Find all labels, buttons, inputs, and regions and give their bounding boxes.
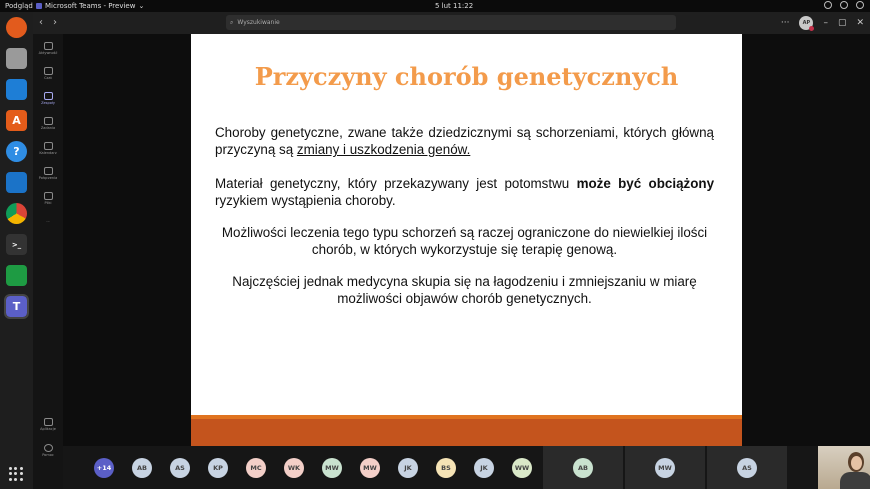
vscode-icon[interactable] xyxy=(6,172,27,193)
activities-button[interactable]: Podgląd xyxy=(5,2,33,10)
app-menu-title: Microsoft Teams - Preview xyxy=(45,2,136,10)
rail-calls[interactable] xyxy=(33,167,63,180)
avatar: MW xyxy=(655,458,675,478)
help-icon[interactable]: ? xyxy=(6,141,27,162)
show-apps-icon[interactable] xyxy=(9,467,23,481)
rail-teams[interactable] xyxy=(33,92,63,105)
rail-more[interactable] xyxy=(33,220,63,224)
shared-presentation-slide xyxy=(191,34,742,446)
teams-app-icon xyxy=(36,3,42,9)
slide-footer-bar xyxy=(191,419,742,446)
rail-assignments[interactable] xyxy=(33,117,63,130)
teams-icon[interactable]: T xyxy=(6,296,27,317)
back-icon[interactable]: ‹ xyxy=(39,17,43,28)
rail-chat[interactable] xyxy=(33,67,63,80)
avatar[interactable]: AB xyxy=(132,458,152,478)
files-icon[interactable] xyxy=(6,48,27,69)
teams-window xyxy=(33,12,870,489)
slide-paragraph-4: Najczęściej jednak medycyna skupia się na łagodzeniu i zmniejszaniu w miarę możliwości objawów chorób genetycznych. xyxy=(232,274,697,306)
terminal-icon[interactable]: >_ xyxy=(6,234,27,255)
avatar[interactable]: MC xyxy=(246,458,266,478)
rail-calendar[interactable] xyxy=(33,142,63,155)
volume-icon[interactable] xyxy=(840,1,848,9)
forward-icon[interactable]: › xyxy=(53,17,57,28)
rail-activity-label: Aktywność xyxy=(38,51,58,55)
avatar[interactable]: KP xyxy=(208,458,228,478)
rail-help[interactable] xyxy=(33,444,63,457)
avatar: AB xyxy=(573,458,593,478)
participants-bar xyxy=(63,446,870,489)
chevron-down-icon: ⌄ xyxy=(138,2,145,10)
chat-icon xyxy=(44,67,53,75)
rail-help-label: Pomoc xyxy=(42,453,54,457)
participant-tile[interactable] xyxy=(707,446,787,489)
history-nav xyxy=(39,17,57,28)
file-icon xyxy=(44,192,53,200)
avatar[interactable]: BS xyxy=(436,458,456,478)
participant-tile[interactable] xyxy=(543,446,623,489)
video-person-body xyxy=(840,472,870,489)
search-input[interactable] xyxy=(226,15,676,30)
avatar[interactable]: AP xyxy=(799,16,813,30)
video-person-face xyxy=(851,456,862,470)
avatar[interactable]: JK xyxy=(474,458,494,478)
rail-files-label: Pliki xyxy=(44,201,52,205)
app-rail xyxy=(33,34,63,489)
rail-apps-label: Aplikacje xyxy=(40,427,56,431)
search-icon: ⌕ xyxy=(230,18,234,26)
avatar[interactable]: AS xyxy=(170,458,190,478)
system-top-bar xyxy=(0,0,870,12)
assignments-icon xyxy=(44,117,53,125)
more-participants-button[interactable]: +14 xyxy=(94,458,114,478)
p1-underlined: zmiany i uszkodzenia genów. xyxy=(296,142,471,157)
app-menu[interactable] xyxy=(36,2,144,10)
rail-apps[interactable] xyxy=(33,418,63,431)
p1-text: Choroby genetyczne, zwane także dziedzicznymi są schorzeniami, których główną przyczyną są xyxy=(215,125,714,157)
p2-text-end: ryzykiem wystąpienia choroby. xyxy=(215,193,396,208)
clock[interactable]: 5 lut 11:22 xyxy=(435,2,474,10)
avatar[interactable]: WW xyxy=(512,458,532,478)
firefox-icon[interactable] xyxy=(6,17,27,38)
avatar: AS xyxy=(737,458,757,478)
rail-files[interactable] xyxy=(33,192,63,205)
maximize-icon[interactable]: ▢ xyxy=(837,18,847,28)
calendar-icon xyxy=(44,142,53,150)
power-icon[interactable] xyxy=(856,1,864,9)
self-video-preview[interactable] xyxy=(818,446,870,489)
avatar[interactable]: JK xyxy=(398,458,418,478)
participants-row xyxy=(94,458,532,478)
network-icon[interactable] xyxy=(824,1,832,9)
rail-chat-label: Czat xyxy=(44,76,52,80)
bell-icon xyxy=(44,42,53,50)
rail-teams-label: Zespoły xyxy=(41,101,55,105)
system-tray[interactable] xyxy=(824,1,864,9)
avatar[interactable]: MW xyxy=(360,458,380,478)
rail-assignments-label: Zadania xyxy=(40,126,56,130)
minimize-icon[interactable]: – xyxy=(823,18,828,28)
software-icon[interactable]: A xyxy=(6,110,27,131)
rail-calls-label: Połączenia xyxy=(38,176,58,180)
avatar[interactable]: WK xyxy=(284,458,304,478)
avatar[interactable]: MW xyxy=(322,458,342,478)
p2-bold: może być obciążony xyxy=(576,176,715,191)
rail-activity[interactable] xyxy=(33,42,63,55)
teams-titlebar xyxy=(33,12,870,34)
slide-paragraph-2 xyxy=(215,175,714,209)
window-controls xyxy=(781,16,864,30)
close-icon[interactable]: ✕ xyxy=(856,18,864,28)
slide-paragraph-3: Możliwości leczenia tego typu schorzeń są raczej ograniczone do niewielkiej ilości chorób, w których wykorzystuje się terapię genową. xyxy=(221,225,708,257)
p2-text: Materiał genetyczny, który przekazywany jest potomstwu xyxy=(215,176,577,191)
more-options-icon: ··· xyxy=(46,220,50,224)
participant-tile[interactable] xyxy=(625,446,705,489)
chrome-icon[interactable] xyxy=(6,203,27,224)
rail-calendar-label: Kalendarz xyxy=(39,151,57,155)
writer-icon[interactable] xyxy=(6,79,27,100)
calc-icon[interactable] xyxy=(6,265,27,286)
help-icon xyxy=(44,444,53,452)
apps-icon xyxy=(44,418,53,426)
teams-icon xyxy=(44,92,53,100)
slide-paragraph-1 xyxy=(215,124,714,158)
slide-title: Przyczyny chorób genetycznych xyxy=(254,62,679,91)
dock xyxy=(0,12,33,489)
search-placeholder: Wyszukiwanie xyxy=(237,19,280,26)
more-options-icon[interactable]: ··· xyxy=(780,18,790,28)
phone-icon xyxy=(44,167,53,175)
